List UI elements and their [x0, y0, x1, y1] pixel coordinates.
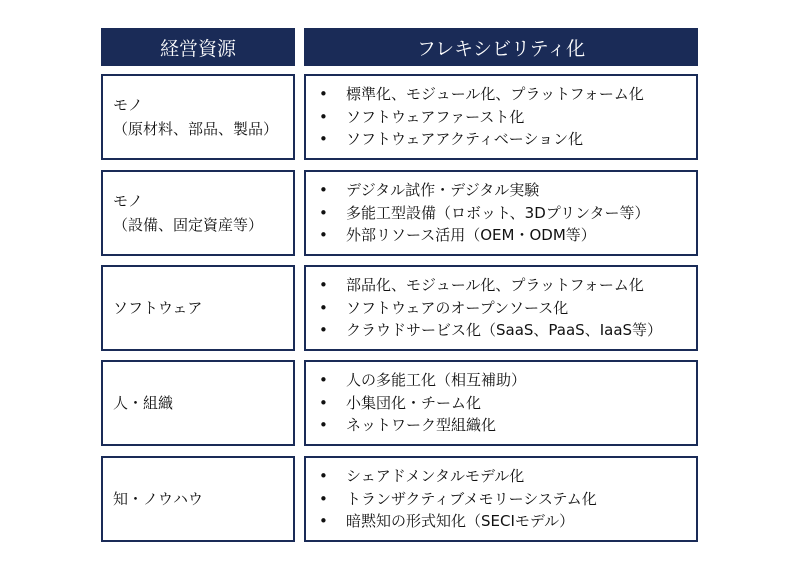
list-item [316, 392, 526, 415]
bullet-icon: • [319, 85, 328, 104]
item-text: 標準化、モジュール化、プラットフォーム化 [346, 85, 644, 104]
list-item [316, 179, 650, 202]
flexibility-list [316, 369, 526, 437]
resource-cell-software [101, 265, 295, 351]
item-text: デジタル試作・デジタル実験 [346, 181, 540, 200]
list-item [316, 274, 662, 297]
item-text: 多能工型設備（ロボット、3Dプリンター等） [346, 203, 650, 222]
header-resource: 経営資源 [101, 28, 295, 66]
list-item [316, 297, 662, 320]
item-text: ソフトウェアアクティベーション化 [346, 130, 584, 149]
item-text: ソフトウェアのオープンソース化 [346, 298, 569, 317]
flexibility-cell-software [304, 265, 698, 351]
bullet-icon: • [319, 107, 328, 126]
list-item [316, 488, 597, 511]
bullet-icon: • [319, 489, 328, 508]
item-text: 外部リソース活用（OEM・ODM等） [346, 226, 596, 245]
bullet-icon: • [319, 321, 328, 340]
resource-label: モノ （原材料、部品、製品） [113, 96, 279, 138]
resource-cell-people [101, 360, 295, 446]
item-text: クラウドサービス化（SaaS、PaaS、IaaS等） [346, 321, 663, 340]
flexibility-list [316, 274, 662, 342]
resource-label: 人・組織 [113, 394, 174, 412]
list-item [316, 414, 526, 437]
resource-label: ソフトウェア [113, 299, 203, 317]
item-text: 小集団化・チーム化 [346, 393, 482, 412]
flexibility-list [316, 465, 597, 533]
bullet-icon: • [319, 181, 328, 200]
item-text: トランザクティブメモリーシステム化 [346, 489, 597, 508]
resource-cell-knowhow [101, 456, 295, 542]
list-item [316, 369, 526, 392]
list-item [316, 128, 644, 151]
list-item [316, 319, 662, 342]
resource-label: 知・ノウハウ [113, 490, 204, 508]
flexibility-cell-equipment [304, 170, 698, 256]
bullet-icon: • [319, 130, 328, 149]
flexibility-list [316, 179, 650, 247]
flexibility-cell-knowhow [304, 456, 698, 542]
bullet-icon: • [319, 371, 328, 390]
resource-cell-equipment [101, 170, 295, 256]
list-item [316, 83, 644, 106]
resource-cell-materials [101, 74, 295, 160]
item-text: 暗黙知の形式知化（SECIモデル） [346, 512, 575, 531]
item-text: 部品化、モジュール化、プラットフォーム化 [346, 276, 644, 295]
list-item [316, 202, 650, 225]
bullet-icon: • [319, 393, 328, 412]
flexibility-cell-people [304, 360, 698, 446]
resource-label: モノ （設備、固定資産等） [113, 192, 264, 234]
header-flexibility: フレキシビリティ化 [304, 28, 698, 66]
flexibility-list [316, 83, 644, 151]
item-text: 人の多能工化（相互補助） [346, 371, 527, 390]
list-item [316, 106, 644, 129]
item-text: ソフトウェアファースト化 [346, 107, 525, 126]
bullet-icon: • [319, 203, 328, 222]
bullet-icon: • [319, 226, 328, 245]
bullet-icon: • [319, 416, 328, 435]
bullet-icon: • [319, 467, 328, 486]
bullet-icon: • [319, 298, 328, 317]
bullet-icon: • [319, 276, 328, 295]
flexibility-cell-materials [304, 74, 698, 160]
item-text: シェアドメンタルモデル化 [346, 467, 525, 486]
bullet-icon: • [319, 512, 328, 531]
list-item [316, 465, 597, 488]
list-item [316, 224, 650, 247]
list-item [316, 510, 597, 533]
item-text: ネットワーク型組織化 [346, 416, 497, 435]
